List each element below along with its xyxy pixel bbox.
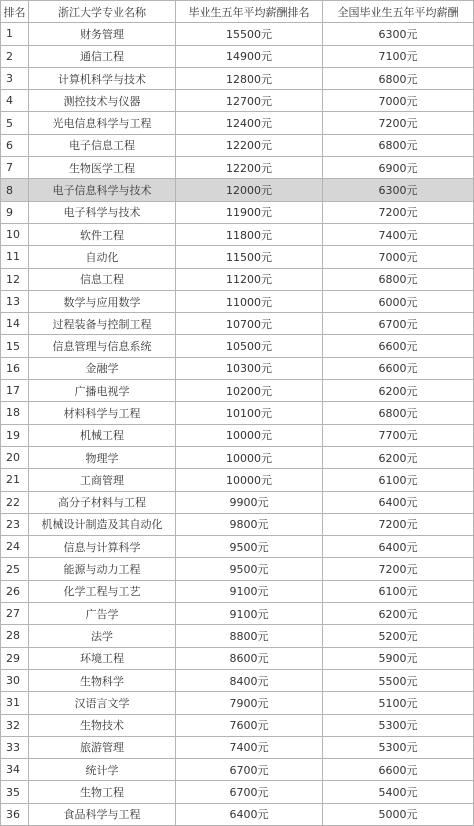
major-name-cell: 化学工程与工艺 [29,580,176,602]
rank-cell: 19 [1,424,29,446]
table-row [1,268,474,290]
header-national-salary: 全国毕业生五年平均薪酬 [323,1,474,23]
major-name-cell: 工商管理 [29,469,176,491]
national-salary-cell: 6900元 [323,157,474,179]
national-salary-cell: 7200元 [323,201,474,223]
rank-cell: 27 [1,603,29,625]
zju-salary-cell: 6700元 [176,759,323,781]
zju-salary-cell: 10200元 [176,380,323,402]
rank-cell: 17 [1,380,29,402]
national-salary-cell: 6600元 [323,759,474,781]
table-row [1,469,474,491]
national-salary-cell: 6100元 [323,580,474,602]
table-row [1,580,474,602]
major-name-cell: 机械工程 [29,424,176,446]
rank-cell: 5 [1,112,29,134]
rank-cell: 15 [1,335,29,357]
major-name-cell: 计算机科学与技术 [29,67,176,89]
rank-cell: 32 [1,714,29,736]
table-row [1,335,474,357]
zju-salary-cell: 8600元 [176,647,323,669]
zju-salary-cell: 7400元 [176,736,323,758]
zju-salary-cell: 7900元 [176,692,323,714]
major-name-cell: 光电信息科学与工程 [29,112,176,134]
rank-cell: 14 [1,313,29,335]
national-salary-cell: 7400元 [323,223,474,245]
table-row [1,491,474,513]
major-name-cell: 信息管理与信息系统 [29,335,176,357]
major-name-cell: 电子科学与技术 [29,201,176,223]
rank-cell: 31 [1,692,29,714]
national-salary-cell: 6100元 [323,469,474,491]
major-name-cell: 测控技术与仪器 [29,90,176,112]
table-row [1,759,474,781]
table-row [1,313,474,335]
zju-salary-cell: 11900元 [176,201,323,223]
rank-cell: 26 [1,580,29,602]
zju-salary-cell: 11800元 [176,223,323,245]
national-salary-cell: 6200元 [323,446,474,468]
rank-cell: 23 [1,513,29,535]
zju-salary-cell: 12200元 [176,134,323,156]
rank-cell: 28 [1,625,29,647]
table-row [1,246,474,268]
rank-cell: 25 [1,558,29,580]
rank-cell: 11 [1,246,29,268]
national-salary-cell: 5300元 [323,714,474,736]
table-row [1,90,474,112]
rank-cell: 30 [1,669,29,691]
national-salary-cell: 7200元 [323,558,474,580]
major-name-cell: 电子信息科学与技术 [29,179,176,201]
national-salary-cell: 6000元 [323,290,474,312]
zju-salary-cell: 12800元 [176,67,323,89]
rank-cell: 18 [1,402,29,424]
national-salary-cell: 6800元 [323,402,474,424]
table-row [1,536,474,558]
header-major-name: 浙江大学专业名称 [29,1,176,23]
table-row [1,201,474,223]
major-name-cell: 数学与应用数学 [29,290,176,312]
major-name-cell: 材料科学与工程 [29,402,176,424]
major-name-cell: 环境工程 [29,647,176,669]
zju-salary-cell: 9100元 [176,603,323,625]
major-name-cell: 法学 [29,625,176,647]
table-row [1,112,474,134]
zju-salary-cell: 12400元 [176,112,323,134]
major-name-cell: 生物医学工程 [29,157,176,179]
table-row [1,134,474,156]
major-name-cell: 信息与计算科学 [29,536,176,558]
header-zju-salary: 毕业生五年平均薪酬排名 [176,1,323,23]
national-salary-cell: 6700元 [323,313,474,335]
table-row [1,803,474,825]
major-name-cell: 生物技术 [29,714,176,736]
table-row [1,558,474,580]
major-name-cell: 财务管理 [29,23,176,45]
zju-salary-cell: 6400元 [176,803,323,825]
national-salary-cell: 7000元 [323,90,474,112]
rank-cell: 16 [1,357,29,379]
rank-cell: 29 [1,647,29,669]
major-name-cell: 能源与动力工程 [29,558,176,580]
table-row [1,223,474,245]
table-row [1,513,474,535]
table-row [1,402,474,424]
zju-salary-cell: 10000元 [176,424,323,446]
national-salary-cell: 5900元 [323,647,474,669]
rank-cell: 13 [1,290,29,312]
zju-salary-cell: 10000元 [176,446,323,468]
zju-salary-cell: 10700元 [176,313,323,335]
national-salary-cell: 6800元 [323,134,474,156]
national-salary-cell: 5100元 [323,692,474,714]
national-salary-cell: 7200元 [323,513,474,535]
table-row [1,157,474,179]
major-name-cell: 高分子材料与工程 [29,491,176,513]
rank-cell: 6 [1,134,29,156]
table-row [1,625,474,647]
header-rank: 排名 [1,1,29,23]
zju-salary-cell: 10100元 [176,402,323,424]
table-row [1,424,474,446]
zju-salary-cell: 11500元 [176,246,323,268]
rank-cell: 4 [1,90,29,112]
major-name-cell: 物理学 [29,446,176,468]
national-salary-cell: 5500元 [323,669,474,691]
national-salary-cell: 7200元 [323,112,474,134]
zju-salary-cell: 15500元 [176,23,323,45]
zju-salary-cell: 7600元 [176,714,323,736]
major-name-cell: 生物科学 [29,669,176,691]
major-name-cell: 通信工程 [29,45,176,67]
national-salary-cell: 5400元 [323,781,474,803]
zju-salary-cell: 14900元 [176,45,323,67]
table-row [1,669,474,691]
rank-cell: 36 [1,803,29,825]
rank-cell: 21 [1,469,29,491]
major-name-cell: 统计学 [29,759,176,781]
zju-salary-cell: 10500元 [176,335,323,357]
national-salary-cell: 6300元 [323,179,474,201]
major-name-cell: 旅游管理 [29,736,176,758]
national-salary-cell: 5300元 [323,736,474,758]
zju-salary-cell: 11000元 [176,290,323,312]
rank-cell: 8 [1,179,29,201]
rank-cell: 33 [1,736,29,758]
table-row [1,781,474,803]
rank-cell: 34 [1,759,29,781]
zju-salary-cell: 12200元 [176,157,323,179]
rank-cell: 10 [1,223,29,245]
zju-salary-cell: 9500元 [176,558,323,580]
zju-salary-cell: 12700元 [176,90,323,112]
rank-cell: 9 [1,201,29,223]
major-name-cell: 汉语言文学 [29,692,176,714]
major-name-cell: 广告学 [29,603,176,625]
table-row [1,603,474,625]
national-salary-cell: 6200元 [323,603,474,625]
table-row [1,357,474,379]
national-salary-cell: 6800元 [323,268,474,290]
table-row [1,647,474,669]
zju-salary-cell: 8800元 [176,625,323,647]
zju-salary-cell: 11200元 [176,268,323,290]
major-name-cell: 机械设计制造及其自动化 [29,513,176,535]
national-salary-cell: 5200元 [323,625,474,647]
major-name-cell: 电子信息工程 [29,134,176,156]
zju-salary-cell: 6700元 [176,781,323,803]
table-row [1,714,474,736]
table-row [1,23,474,45]
national-salary-cell: 7700元 [323,424,474,446]
table-row [1,179,474,201]
major-name-cell: 广播电视学 [29,380,176,402]
table-body [1,23,474,826]
national-salary-cell: 6400元 [323,491,474,513]
national-salary-cell: 6600元 [323,335,474,357]
zju-salary-cell: 9900元 [176,491,323,513]
rank-cell: 22 [1,491,29,513]
table-row [1,736,474,758]
table-row [1,446,474,468]
rank-cell: 2 [1,45,29,67]
table-row [1,45,474,67]
zju-salary-cell: 9800元 [176,513,323,535]
rank-cell: 24 [1,536,29,558]
national-salary-cell: 7100元 [323,45,474,67]
table-row [1,692,474,714]
national-salary-cell: 6600元 [323,357,474,379]
rank-cell: 1 [1,23,29,45]
national-salary-cell: 5000元 [323,803,474,825]
national-salary-cell: 6800元 [323,67,474,89]
zju-salary-cell: 12000元 [176,179,323,201]
rank-cell: 3 [1,67,29,89]
national-salary-cell: 6300元 [323,23,474,45]
zju-salary-cell: 8400元 [176,669,323,691]
rank-cell: 35 [1,781,29,803]
table-row [1,290,474,312]
rank-cell: 7 [1,157,29,179]
national-salary-cell: 7000元 [323,246,474,268]
major-name-cell: 自动化 [29,246,176,268]
major-name-cell: 信息工程 [29,268,176,290]
table-header-row [1,1,474,23]
rank-cell: 20 [1,446,29,468]
national-salary-cell: 6200元 [323,380,474,402]
rank-cell: 12 [1,268,29,290]
table-row [1,380,474,402]
major-name-cell: 食品科学与工程 [29,803,176,825]
major-name-cell: 软件工程 [29,223,176,245]
major-name-cell: 生物工程 [29,781,176,803]
zju-salary-cell: 10300元 [176,357,323,379]
major-name-cell: 金融学 [29,357,176,379]
major-name-cell: 过程装备与控制工程 [29,313,176,335]
zju-salary-cell: 9500元 [176,536,323,558]
national-salary-cell: 6400元 [323,536,474,558]
zju-salary-cell: 9100元 [176,580,323,602]
table-row [1,67,474,89]
zju-salary-cell: 10000元 [176,469,323,491]
